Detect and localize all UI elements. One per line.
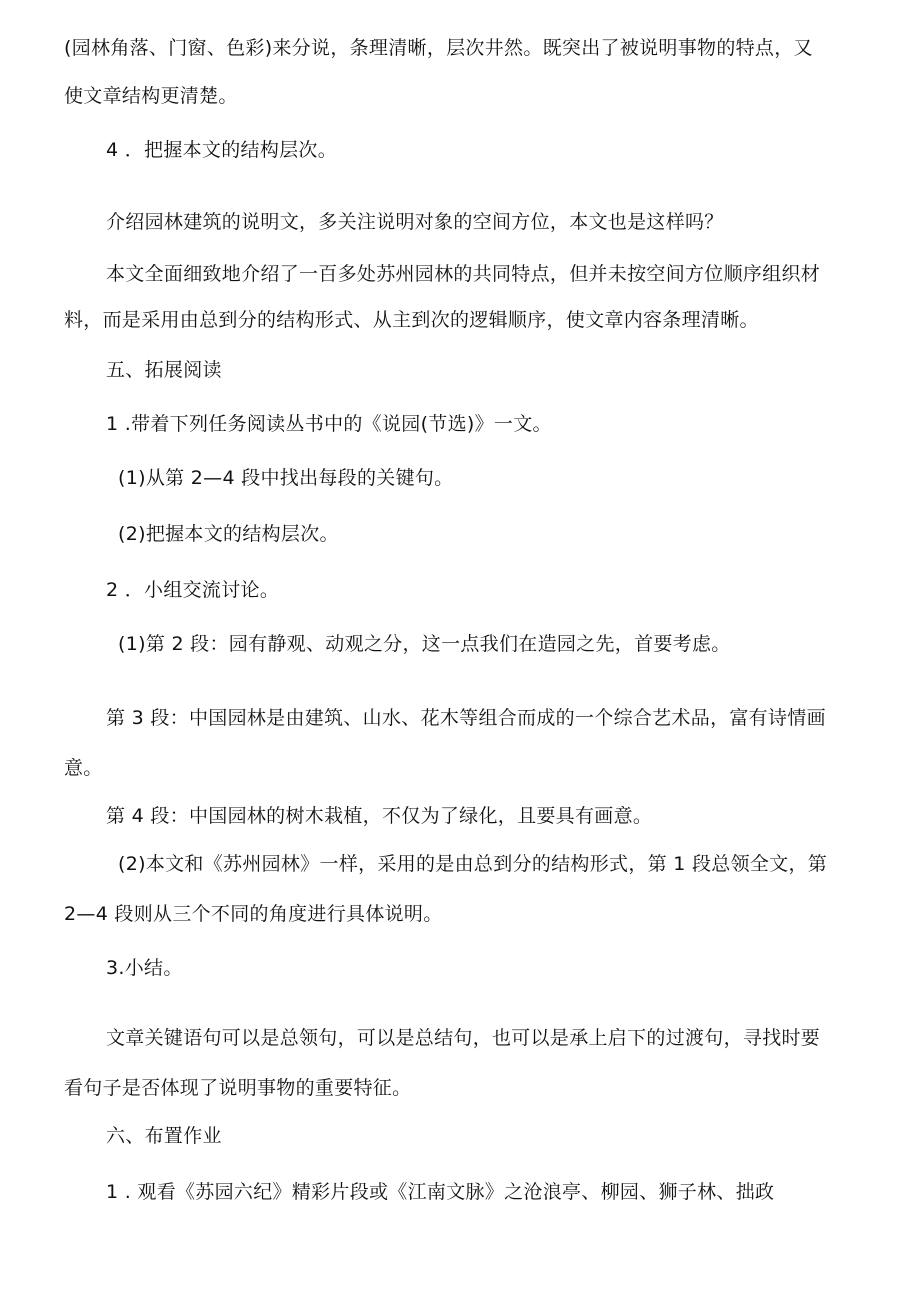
text-line: 本文全面细致地介绍了一百多处苏州园林的共同特点，但并未按空间方位顺序组织材 — [106, 263, 821, 285]
text-line: (园林角落、门窗、色彩)来分说，条理清晰，层次井然。既突出了被说明事物的特点，又 — [64, 37, 813, 59]
text-line: (2)把握本文的结构层次。 — [118, 523, 339, 545]
section-heading: 五、拓展阅读 — [106, 359, 222, 381]
text-line: (2)本文和《苏州园林》一样，采用的是由总到分的结构形式，第 1 段总领全文，第 — [118, 853, 828, 875]
text-line: (1)从第 2—4 段中找出每段的关键句。 — [118, 467, 454, 489]
text-line: 2—4 段则从三个不同的角度进行具体说明。 — [64, 903, 443, 925]
text-line: 看句子是否体现了说明事物的重要特征。 — [64, 1077, 412, 1099]
text-line: 介绍园林建筑的说明文，多关注说明对象的空间方位，本文也是这样吗？ — [106, 211, 724, 233]
text-line: 第 4 段：中国园林的树木栽植，不仅为了绿化，且要具有画意。 — [106, 805, 653, 827]
text-line: 1 . 观看《苏园六纪》精彩片段或《江南文脉》之沧浪亭、柳园、狮子林、拙政 — [106, 1181, 775, 1203]
text-line: 意。 — [64, 757, 103, 779]
text-line: 1 .带着下列任务阅读丛书中的《说园(节选)》一文。 — [106, 413, 552, 435]
text-line: (1)第 2 段：园有静观、动观之分，这一点我们在造园之先，首要考虑。 — [118, 633, 731, 655]
text-line: 第 3 段：中国园林是由建筑、山水、花木等组合而成的一个综合艺术品，富有诗情画 — [106, 707, 826, 729]
section-heading: 六、布置作业 — [106, 1125, 222, 1147]
section-heading: 4 ．把握本文的结构层次。 — [106, 139, 338, 161]
text-line: 3.小结。 — [106, 957, 183, 979]
text-line: 使文章结构更清楚。 — [64, 85, 238, 107]
text-line: 2 ．小组交流讨论。 — [106, 579, 280, 601]
text-line: 文章关键语句可以是总领句，可以是总结句，也可以是承上启下的过渡句，寻找时要 — [106, 1027, 821, 1049]
text-line: 料，而是采用由总到分的结构形式、从主到次的逻辑顺序，使文章内容条理清晰。 — [64, 309, 759, 331]
